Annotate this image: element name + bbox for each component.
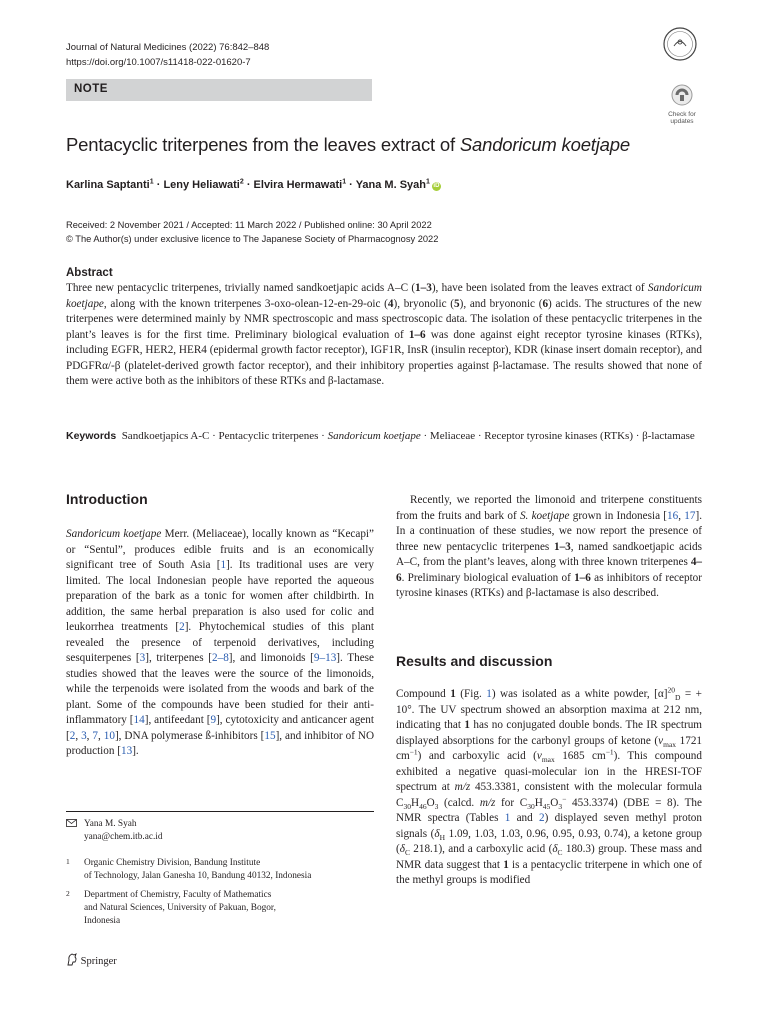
abstract-body: Three new pentacyclic triterpenes, trivially named sandkoetjapic acids A–C (1–3), have been isolated from the leaves extract of Sandoricum koetjape, along with the known triterpenes 3-oxo-olean-12-en-29-oic (4), bryonolic (5), and bryononic (6) acids. The structures of the new triterpenes were determined mainly by NMR spectroscopic and mass spectroscopic data. The isolation of these pentacyclic triterpenes in the plant’s leaves is for the first time. Preliminary biological evaluation of 1–6 was done against eight receptor tyrosine kinases (RTKs), including EGFR, HER2, HER4 (epidermal growth factor receptor), IGF1R, InsR (insulin receptor), KDR (kinase insert domain receptor), and PDGFRα/-β (platelet-derived growth factor receptor), and their inhibitory properties against β-lactamase. The results showed that none of them were active both as the inhibitors of these RTKs and β-lactamase. bbox=[66, 282, 703, 387]
aff2-line: Department of Chemistry, Faculty of Mathematics bbox=[84, 890, 272, 900]
keywords-heading: Keywords bbox=[66, 430, 117, 442]
aff1-line: of Technology, Jalan Ganesha 10, Bandung 40132, Indonesia bbox=[84, 871, 312, 881]
copyright-line: © The Author(s) under exclusive licence to The Japanese Society of Pharmacognosy 2022 bbox=[66, 233, 439, 244]
ref-link[interactable]: 16 bbox=[667, 509, 679, 522]
affiliation-2 bbox=[84, 889, 276, 928]
title-species: Sandoricum koetjape bbox=[459, 134, 630, 155]
affiliation-1 bbox=[84, 857, 311, 883]
ref-link[interactable]: 2 bbox=[69, 729, 76, 742]
check-updates-line1: Check for bbox=[668, 111, 696, 118]
results-heading: Results and discussion bbox=[396, 653, 553, 669]
section-label: NOTE bbox=[74, 83, 108, 95]
ref-link[interactable]: 9 bbox=[210, 714, 217, 726]
author-aff: 1 bbox=[426, 178, 430, 186]
envelope-icon bbox=[66, 819, 77, 832]
orcid-icon[interactable]: iD bbox=[433, 183, 440, 189]
corresponding-name: Yana M. Syah bbox=[84, 819, 137, 829]
author-sep: · bbox=[346, 179, 356, 191]
table-link[interactable]: 2 bbox=[539, 812, 545, 824]
journal-citation: Journal of Natural Medicines (2022) 76:842–848 bbox=[66, 42, 270, 53]
keywords: Keywords Sandkoetjapics A-C · Pentacyclic triterpenes · Sandoricum koetjape · Meliaceae · Receptor tyrosine kinases (RTKs) · β-lactamase bbox=[66, 430, 695, 442]
author[interactable]: Karlina Saptanti bbox=[66, 179, 150, 191]
figure-link[interactable]: 1 bbox=[486, 688, 492, 700]
ref-link[interactable]: 10 bbox=[103, 729, 115, 742]
ref-link[interactable]: 2–8 bbox=[212, 652, 229, 664]
author[interactable]: Yana M. Syah bbox=[355, 179, 426, 191]
author-sep: · bbox=[243, 179, 254, 191]
ref-link[interactable]: 3 bbox=[139, 652, 146, 664]
introduction-heading: Introduction bbox=[66, 491, 148, 507]
aff1-number: 1 bbox=[66, 857, 70, 866]
ref-link[interactable]: 9–13 bbox=[313, 652, 337, 664]
publisher-name: Springer bbox=[80, 956, 117, 967]
author[interactable]: Leny Heliawati bbox=[163, 179, 240, 191]
corresponding-author bbox=[84, 818, 163, 844]
publication-dates bbox=[66, 219, 438, 246]
corresponding-email[interactable]: yana@chem.itb.ac.id bbox=[84, 832, 163, 842]
table-link[interactable]: 1 bbox=[504, 812, 511, 824]
intro-paragraph-2: Recently, we reported the limonoid and triterpene constituents from the fruits and bark of S. koetjape grown in Indonesia [16, 17]. In a continuation of these studies, we now report the presence of three new pentacyclic triterpenes 1–3, named sandkoetjapic acids A–C, from the plant’s leaves, along with three known triterpenes 4–6. Preliminary biological evaluation of 1–6 as inhibitors of receptor tyrosine kinases (RTKs) and β-lactamase is also described. bbox=[396, 494, 702, 599]
ref-link[interactable]: 13 bbox=[121, 745, 133, 757]
footnote-divider bbox=[66, 811, 374, 812]
ref-link[interactable]: 15 bbox=[264, 729, 276, 742]
note-bar bbox=[66, 79, 372, 101]
results-paragraph: Compound 1 (Fig. 1) was isolated as a white powder, $[\alpha]^{20}_D$ = + 10°. The UV spectrum showed an absorption maxima at 212 nm, indicating that 1 has no conjugated double bonds. The IR spectrum displayed absorptions for the carbonyl groups of ketone ($\nu_{max}$ 1721 $cm^{-1}$) and carboxylic acid ($\nu_{max}$ 1685 $cm^{-1}$). This compound exhibited a negative quasi-molecular ion in the HRESI-TOF spectrum at m/z 453.3381, consistent with the molecular formula $C_{30}H_{46}O_3$ (calcd. m/z for $C_{30}H_{45}O_3^-$ 453.3374) (DBE = 8). The NMR spectra (Tables 1 and 2) displayed seven methyl proton signals ($\delta_H$ 1.09, 1.03, 1.03, 0.96, 0.95, 0.93, 0.74), a ketone group ($\delta_C$ 218.1), and a carboxylic acid ($\delta_C$ 180.3) group. These mass and NMR data suggest that 1 is a pentacyclic triterpene in which one of the methyl groups is modified bbox=[396, 685, 703, 886]
publisher-footer bbox=[66, 953, 117, 967]
author-list bbox=[66, 179, 441, 191]
aff1-line: Organic Chemistry Division, Bandung Institute bbox=[84, 858, 261, 868]
check-updates-line2: updates bbox=[670, 118, 694, 125]
check-for-updates-badge[interactable] bbox=[662, 84, 702, 124]
author-sep: · bbox=[153, 179, 164, 191]
aff2-line: and Natural Sciences, University of Pakuan, Bogor, bbox=[84, 903, 276, 913]
journal-header bbox=[66, 40, 269, 70]
author-aff: 2 bbox=[239, 178, 244, 186]
aff2-number: 2 bbox=[66, 889, 70, 898]
check-for-updates-icon bbox=[671, 84, 693, 106]
aff2-line: Indonesia bbox=[84, 916, 121, 926]
ref-link[interactable]: 1 bbox=[220, 559, 227, 571]
ref-link[interactable]: 14 bbox=[133, 714, 145, 726]
ref-link[interactable]: 7 bbox=[92, 729, 99, 742]
author-aff: 1 bbox=[149, 178, 154, 186]
dates-line: Received: 2 November 2021 / Accepted: 11 March 2022 / Published online: 30 April 2022 bbox=[66, 220, 432, 230]
title-text: Pentacyclic triterpenes from the leaves extract of bbox=[66, 134, 460, 155]
journal-seal-icon bbox=[662, 26, 698, 62]
abstract-heading: Abstract bbox=[66, 267, 113, 279]
ref-link[interactable]: 2 bbox=[179, 621, 185, 633]
ref-link[interactable]: 3 bbox=[81, 729, 87, 742]
author[interactable]: Elvira Hermawati bbox=[253, 179, 343, 191]
ref-link[interactable]: 17 bbox=[684, 509, 696, 522]
intro-paragraph-1: Sandoricum koetjape Merr. (Meliaceae), locally known as “Kecapi” or “Sentul”, produces edible fruits and is an economically significant tree of South Asia [1]. Its traditional uses are very limited. The local Indonesian people have reported the aqueous preparation of the bark as a tonic for women after childbirth. In addition, the same herbal preparation is also used for colic and leukorrhea treatments [2]. Phytochemical studies of this plant revealed the presence of terpenoid derivatives, including sesquiterpenes [3], triterpenes [2–8], and limonoids [9–13]. These studies showed that the leaves were the source of the limonoids, while the terpenoids were isolated from the woods and bark of the plant. Some of the compounds have been studied for their anti-inflammatory [14], antifeedant [9], cytotoxicity and anticancer agent [2, 3, 7, 10], DNA polymerase ß-inhibitors [15], and inhibitor of NO production [13]. bbox=[66, 528, 375, 757]
doi-link[interactable]: https://doi.org/10.1007/s11418-022-01620-7 bbox=[66, 57, 251, 68]
author-aff: 1 bbox=[342, 178, 347, 186]
springer-horse-icon bbox=[66, 953, 78, 966]
article-title bbox=[66, 134, 630, 156]
